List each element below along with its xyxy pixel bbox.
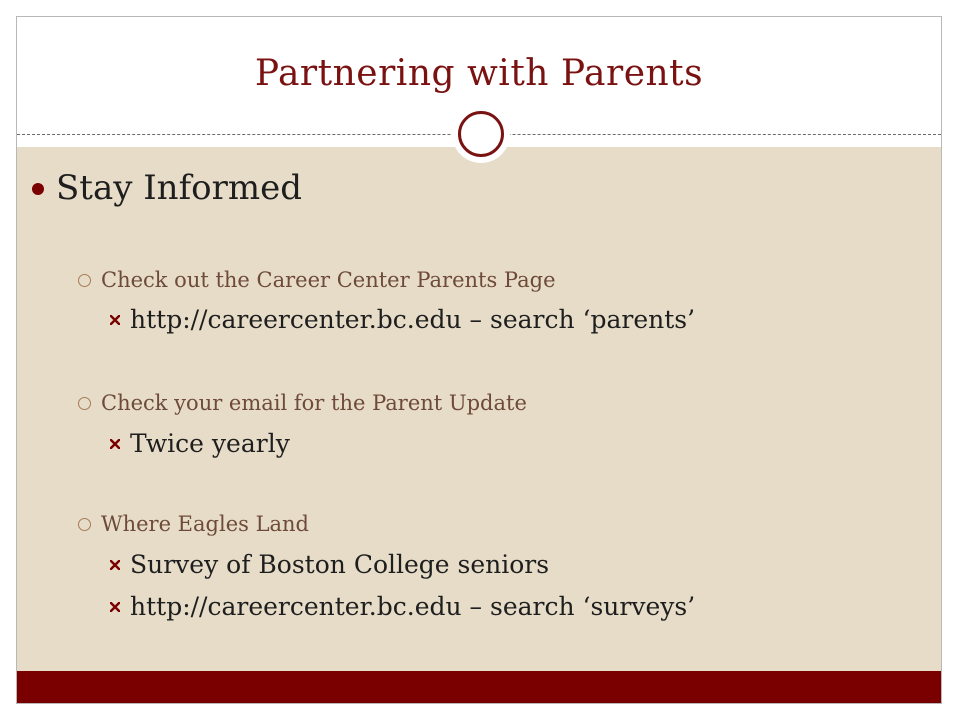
x-shape-icon: [110, 602, 120, 612]
heading-text: Stay Informed: [56, 168, 303, 208]
hollow-circle-icon: [78, 274, 91, 287]
footer-bar: [17, 671, 941, 704]
sub-list-item: [110, 305, 695, 334]
sub-list-item: [110, 592, 695, 621]
ring-ornament-inner: [458, 111, 504, 157]
filled-circle-icon: [32, 183, 44, 195]
list-item: [78, 391, 527, 415]
ring-ornament-icon: [452, 105, 510, 163]
sub-list-item-label: Survey of Boston College seniors: [130, 550, 550, 579]
list-item: [78, 268, 556, 292]
hollow-circle-icon: [78, 397, 91, 410]
sub-list-item: [110, 550, 549, 579]
bullet-stay-informed: [32, 168, 302, 208]
sub-list-item-label: http://careercenter.bc.edu – search ‘surveys’: [130, 592, 696, 621]
x-shape-icon: [110, 560, 120, 570]
list-item-label: Check your email for the Parent Update: [101, 391, 527, 415]
sub-list-item-label: Twice yearly: [130, 429, 290, 458]
slide-title: Partnering with Parents: [254, 53, 704, 94]
x-shape-icon: [110, 315, 120, 325]
list-item-label: Check out the Career Center Parents Page: [101, 268, 556, 292]
x-shape-icon: [110, 439, 120, 449]
hollow-circle-icon: [78, 518, 91, 531]
list-item: [78, 512, 309, 536]
list-item-label: Where Eagles Land: [101, 512, 310, 536]
sub-list-item: [110, 429, 290, 458]
sub-list-item-label: http://careercenter.bc.edu – search ‘parents’: [130, 305, 696, 334]
